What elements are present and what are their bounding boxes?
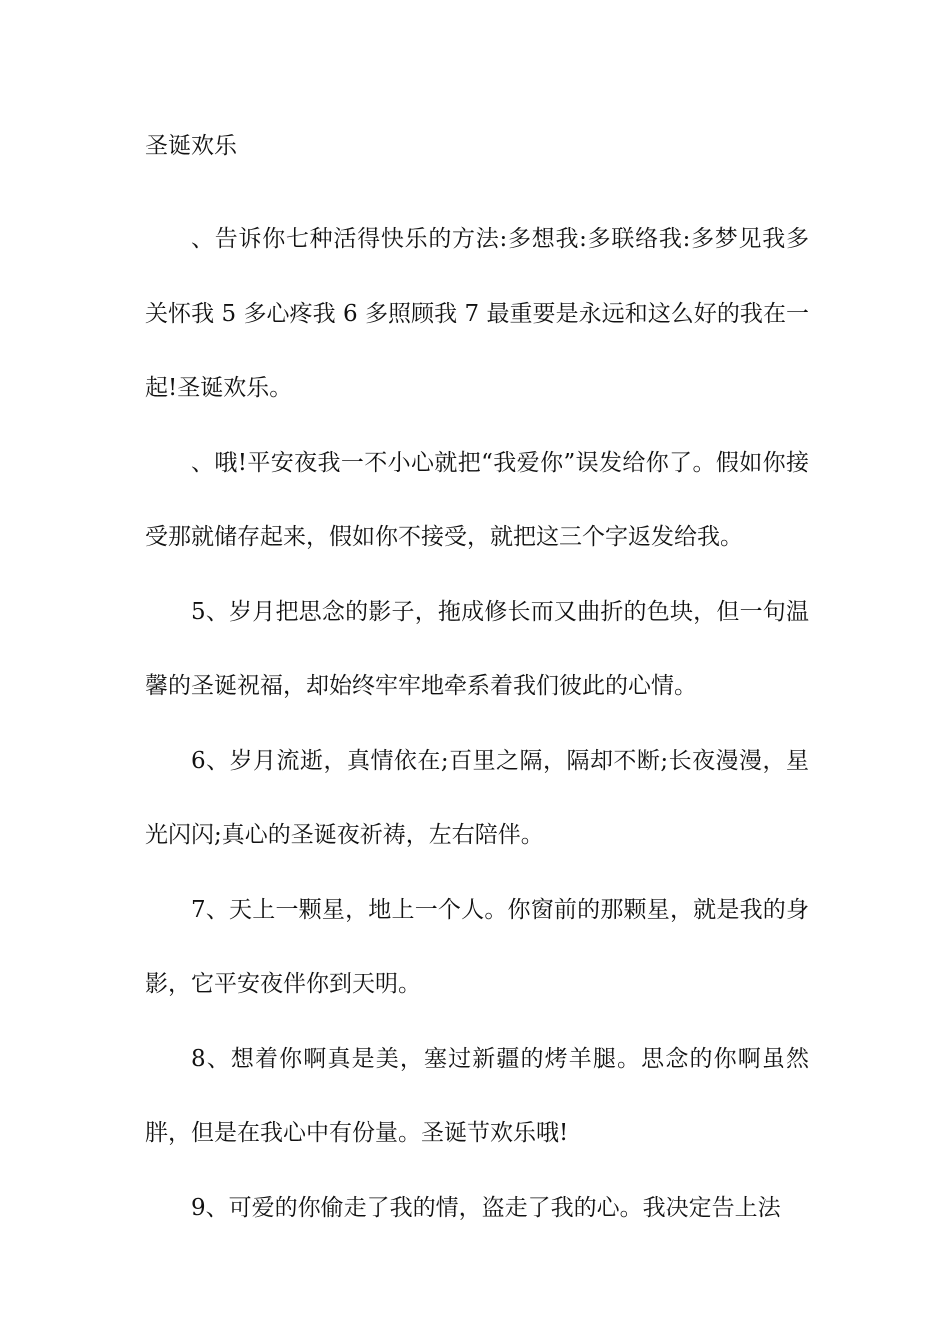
paragraph-7: 9、可爱的你偷走了我的情，盗走了我的心。我决定告上法 bbox=[191, 1194, 781, 1221]
paragraph-5: 7、天上一颗星，地上一个人。你窗前的那颗星，就是我的身影，它平安夜伴你到天明。 bbox=[145, 896, 809, 997]
paragraph-6: 8、想着你啊真是美，塞过新疆的烤羊腿。思念的你啊虽然胖，但是在我心中有份量。圣诞节欢乐哦! bbox=[145, 1045, 809, 1146]
paragraph-1: 、告诉你七种活得快乐的方法:多想我:多联络我:多梦见我多关怀我 5 多心疼我 6 多照顾我 7 最重要是永远和这么好的我在一起!圣诞欢乐。 bbox=[145, 226, 809, 401]
paragraph-4: 6、岁月流逝，真情依在;百里之隔，隔却不断;长夜漫漫，星光闪闪;真心的圣诞夜祈祷，左右陪伴。 bbox=[145, 747, 809, 848]
paragraph-3: 5、岁月把思念的影子，拖成修长而又曲折的色块，但一句温馨的圣诞祝福，却始终牢牢地牵系着我们彼此的心情。 bbox=[145, 598, 809, 699]
paragraph-2: 、哦!平安夜我一不小心就把“我爱你”误发给你了。假如你接受那就储存起来，假如你不接受，就把这三个字返发给我。 bbox=[145, 449, 809, 550]
document-heading: 圣诞欢乐 bbox=[145, 133, 237, 159]
document-body bbox=[145, 128, 809, 1245]
